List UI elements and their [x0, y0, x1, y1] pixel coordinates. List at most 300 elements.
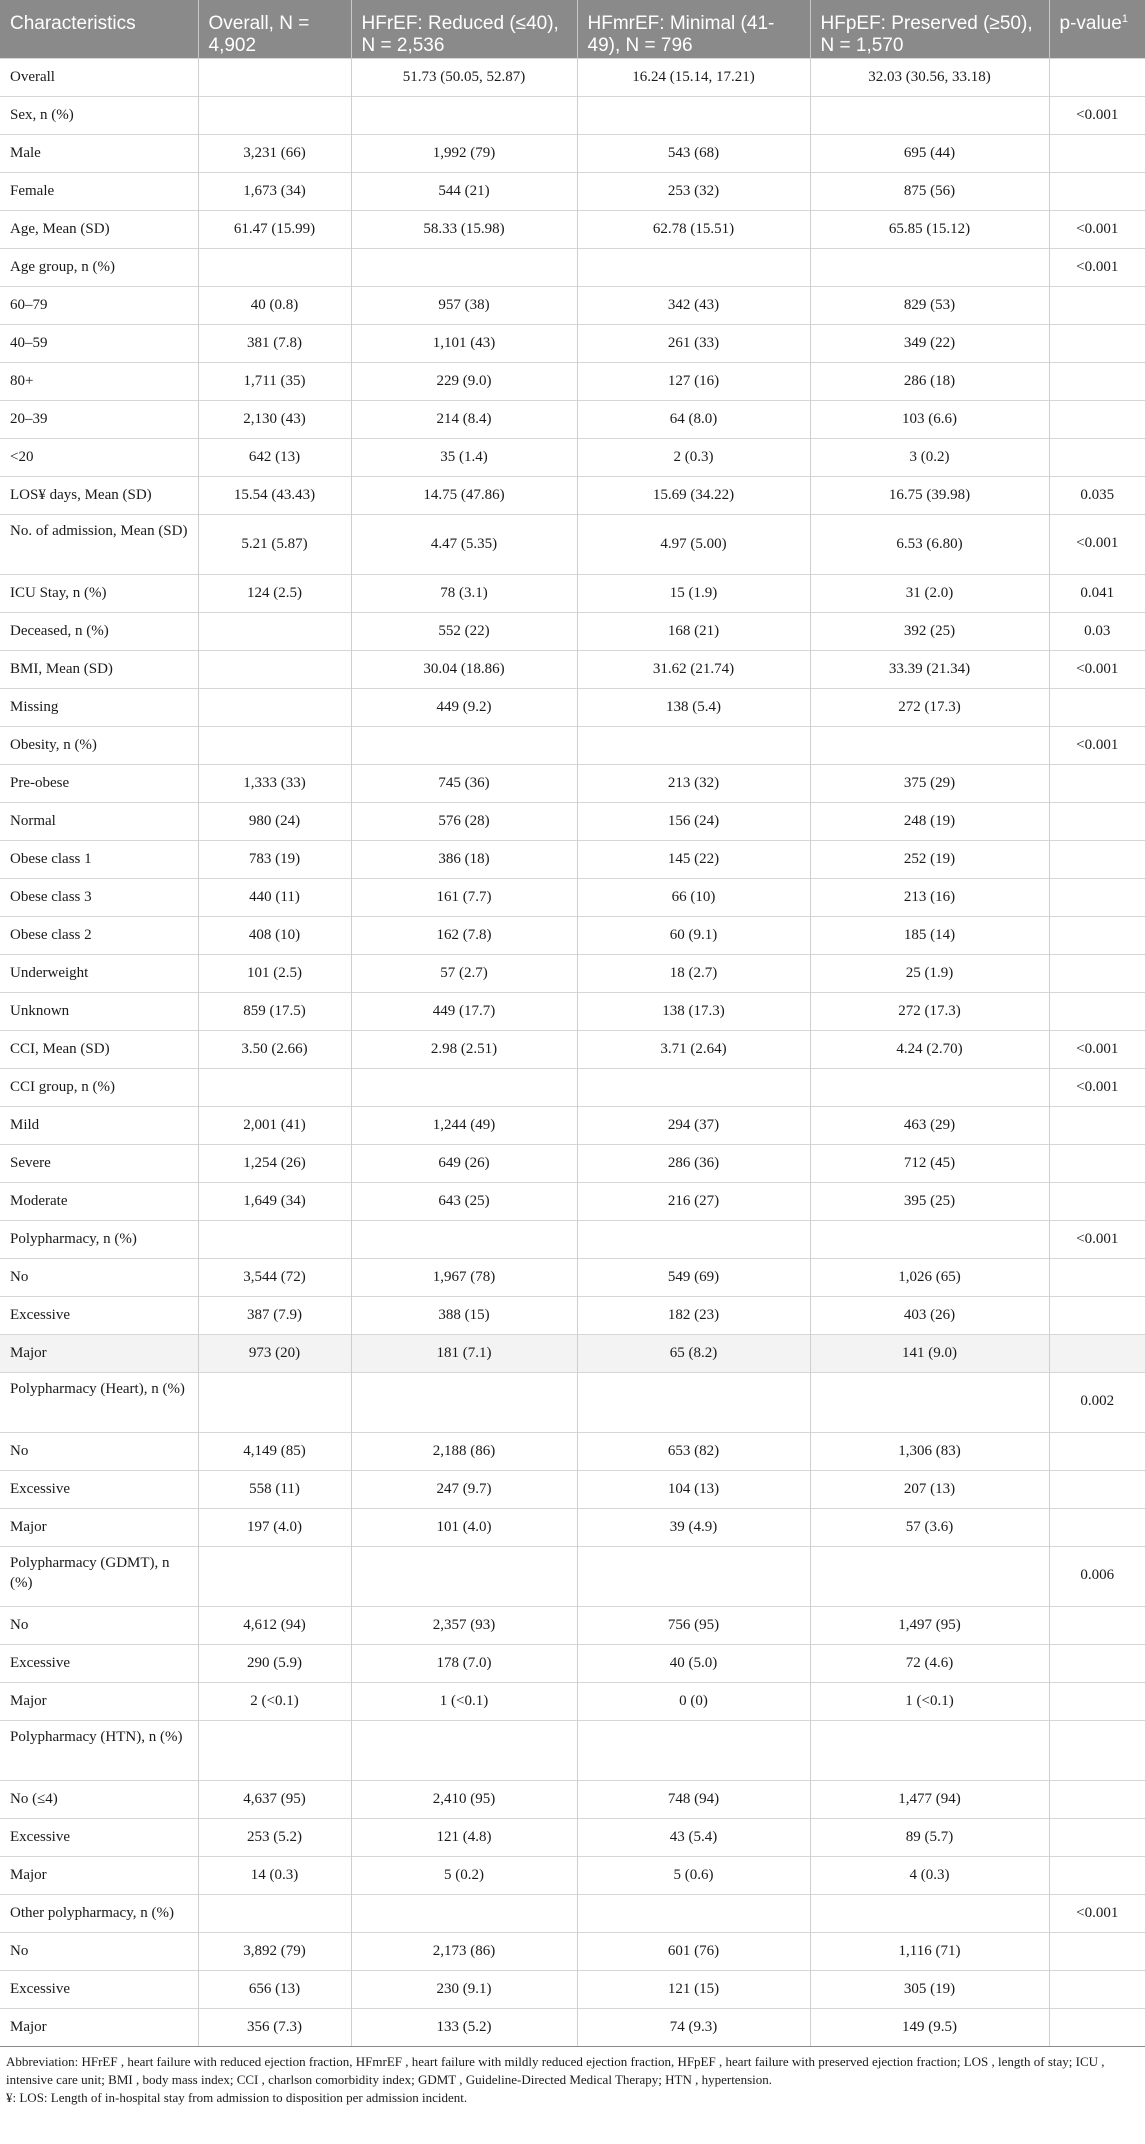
row-label: Major [0, 1856, 198, 1894]
value-cell: 305 (19) [810, 1970, 1049, 2008]
table-row [0, 764, 1145, 802]
table-row [0, 1720, 1145, 1780]
row-label: Severe [0, 1144, 198, 1182]
value-cell: 440 (11) [198, 878, 351, 916]
value-cell: 197 (4.0) [198, 1508, 351, 1546]
value-cell: 31.62 (21.74) [577, 650, 810, 688]
value-cell: 57 (3.6) [810, 1508, 1049, 1546]
value-cell: 544 (21) [351, 172, 577, 210]
value-cell: 408 (10) [198, 916, 351, 954]
value-cell: 58.33 (15.98) [351, 210, 577, 248]
p-value-cell [1049, 1856, 1145, 1894]
value-cell: 6.53 (6.80) [810, 514, 1049, 574]
p-value-cell [1049, 688, 1145, 726]
table-row [0, 172, 1145, 210]
row-label: <20 [0, 438, 198, 476]
value-cell: 463 (29) [810, 1106, 1049, 1144]
value-cell [351, 1546, 577, 1606]
value-cell: 4,637 (95) [198, 1780, 351, 1818]
value-cell: 40 (5.0) [577, 1644, 810, 1682]
value-cell [351, 1720, 577, 1780]
value-cell: 449 (9.2) [351, 688, 577, 726]
value-cell [198, 1220, 351, 1258]
value-cell: 859 (17.5) [198, 992, 351, 1030]
row-label: Age group, n (%) [0, 248, 198, 286]
p-value-cell [1049, 840, 1145, 878]
value-cell: 356 (7.3) [198, 2008, 351, 2046]
value-cell: 182 (23) [577, 1296, 810, 1334]
value-cell: 642 (13) [198, 438, 351, 476]
value-cell: 72 (4.6) [810, 1644, 1049, 1682]
table-row [0, 1068, 1145, 1106]
value-cell: 181 (7.1) [351, 1334, 577, 1372]
table-row [0, 1258, 1145, 1296]
value-cell: 60 (9.1) [577, 916, 810, 954]
value-cell: 290 (5.9) [198, 1644, 351, 1682]
value-cell: 64 (8.0) [577, 400, 810, 438]
value-cell [198, 688, 351, 726]
value-cell: 216 (27) [577, 1182, 810, 1220]
p-value-cell [1049, 400, 1145, 438]
value-cell: 3,544 (72) [198, 1258, 351, 1296]
value-cell [351, 1220, 577, 1258]
value-cell: 66 (10) [577, 878, 810, 916]
value-cell: 40 (0.8) [198, 286, 351, 324]
table-row [0, 802, 1145, 840]
row-label: Obesity, n (%) [0, 726, 198, 764]
value-cell: 783 (19) [198, 840, 351, 878]
table-row [0, 1932, 1145, 1970]
value-cell: 65 (8.2) [577, 1334, 810, 1372]
row-label: No [0, 1258, 198, 1296]
p-value-cell [1049, 286, 1145, 324]
p-value-cell [1049, 954, 1145, 992]
p-value-cell [1049, 878, 1145, 916]
value-cell: 5.21 (5.87) [198, 514, 351, 574]
table-row [0, 1818, 1145, 1856]
value-cell [198, 1720, 351, 1780]
value-cell: 403 (26) [810, 1296, 1049, 1334]
p-value-cell: 0.03 [1049, 612, 1145, 650]
value-cell: 286 (18) [810, 362, 1049, 400]
row-label: Polypharmacy (HTN), n (%) [0, 1720, 198, 1780]
table-row [0, 574, 1145, 612]
value-cell: 2,173 (86) [351, 1932, 577, 1970]
row-label: Moderate [0, 1182, 198, 1220]
row-label: Obese class 1 [0, 840, 198, 878]
value-cell: 1,673 (34) [198, 172, 351, 210]
value-cell [198, 612, 351, 650]
row-label: Major [0, 2008, 198, 2046]
value-cell [198, 1894, 351, 1932]
value-cell [351, 1068, 577, 1106]
table-row [0, 1894, 1145, 1932]
row-label: No [0, 1606, 198, 1644]
value-cell: 253 (32) [577, 172, 810, 210]
value-cell: 25 (1.9) [810, 954, 1049, 992]
value-cell: 549 (69) [577, 1258, 810, 1296]
value-cell: 103 (6.6) [810, 400, 1049, 438]
value-cell [351, 1894, 577, 1932]
table-row [0, 1508, 1145, 1546]
value-cell: 138 (17.3) [577, 992, 810, 1030]
value-cell: 2,188 (86) [351, 1432, 577, 1470]
value-cell [810, 726, 1049, 764]
header-hfpef: HFpEF: Preserved (≥50), N = 1,570 [810, 0, 1049, 58]
row-label: Excessive [0, 1296, 198, 1334]
value-cell: 375 (29) [810, 764, 1049, 802]
table-row [0, 1144, 1145, 1182]
value-cell [577, 1546, 810, 1606]
value-cell: 387 (7.9) [198, 1296, 351, 1334]
table-row [0, 1644, 1145, 1682]
table-row [0, 992, 1145, 1030]
value-cell: 4,612 (94) [198, 1606, 351, 1644]
value-cell [810, 1894, 1049, 1932]
p-value-cell [1049, 1470, 1145, 1508]
value-cell: 74 (9.3) [577, 2008, 810, 2046]
table-row [0, 248, 1145, 286]
row-label: 80+ [0, 362, 198, 400]
value-cell: 1,477 (94) [810, 1780, 1049, 1818]
value-cell [198, 726, 351, 764]
row-label: Excessive [0, 1818, 198, 1856]
value-cell: 121 (4.8) [351, 1818, 577, 1856]
table-row [0, 954, 1145, 992]
table-row [0, 878, 1145, 916]
header-overall: Overall, N = 4,902 [198, 0, 351, 58]
value-cell: 141 (9.0) [810, 1334, 1049, 1372]
p-value-cell [1049, 1144, 1145, 1182]
value-cell: 643 (25) [351, 1182, 577, 1220]
row-label: BMI, Mean (SD) [0, 650, 198, 688]
value-cell: 695 (44) [810, 134, 1049, 172]
value-cell: 342 (43) [577, 286, 810, 324]
value-cell: 957 (38) [351, 286, 577, 324]
p-value-cell: 0.006 [1049, 1546, 1145, 1606]
p-value-cell [1049, 362, 1145, 400]
header-characteristics: Characteristics [0, 0, 198, 58]
value-cell: 43 (5.4) [577, 1818, 810, 1856]
p-value-cell [1049, 1780, 1145, 1818]
header-p-value-label: p-value [1059, 13, 1122, 34]
p-value-cell [1049, 1258, 1145, 1296]
value-cell: 5 (0.2) [351, 1856, 577, 1894]
table-row [0, 916, 1145, 954]
row-label: CCI group, n (%) [0, 1068, 198, 1106]
value-cell: 35 (1.4) [351, 438, 577, 476]
row-label: Obese class 3 [0, 878, 198, 916]
value-cell: 2.98 (2.51) [351, 1030, 577, 1068]
row-label: Overall [0, 58, 198, 96]
table-row [0, 688, 1145, 726]
value-cell [810, 248, 1049, 286]
value-cell: 124 (2.5) [198, 574, 351, 612]
row-label: 60–79 [0, 286, 198, 324]
value-cell: 15 (1.9) [577, 574, 810, 612]
p-value-cell [1049, 916, 1145, 954]
value-cell [577, 1720, 810, 1780]
footnote-los: ¥: LOS: Length of in-hospital stay from admission to disposition per admission incident. [6, 2090, 468, 2105]
table-row [0, 1372, 1145, 1432]
p-value-cell [1049, 2008, 1145, 2046]
table-row [0, 400, 1145, 438]
row-label: Major [0, 1334, 198, 1372]
p-value-cell: <0.001 [1049, 1068, 1145, 1106]
row-label: Age, Mean (SD) [0, 210, 198, 248]
table-row [0, 1682, 1145, 1720]
row-label: Polypharmacy, n (%) [0, 1220, 198, 1258]
value-cell: 449 (17.7) [351, 992, 577, 1030]
table-row [0, 612, 1145, 650]
row-label: 20–39 [0, 400, 198, 438]
value-cell: 272 (17.3) [810, 992, 1049, 1030]
p-value-cell: 0.041 [1049, 574, 1145, 612]
value-cell: 4 (0.3) [810, 1856, 1049, 1894]
value-cell: 101 (4.0) [351, 1508, 577, 1546]
value-cell: 973 (20) [198, 1334, 351, 1372]
value-cell: 392 (25) [810, 612, 1049, 650]
value-cell [577, 1372, 810, 1432]
table-row [0, 726, 1145, 764]
value-cell: 214 (8.4) [351, 400, 577, 438]
table-row [0, 1606, 1145, 1644]
value-cell: 185 (14) [810, 916, 1049, 954]
p-value-cell [1049, 1682, 1145, 1720]
p-value-cell [1049, 1644, 1145, 1682]
value-cell: 3.71 (2.64) [577, 1030, 810, 1068]
value-cell [810, 1068, 1049, 1106]
value-cell: 4.97 (5.00) [577, 514, 810, 574]
p-value-cell [1049, 58, 1145, 96]
table-row [0, 1030, 1145, 1068]
table-row [0, 1334, 1145, 1372]
p-value-cell [1049, 1334, 1145, 1372]
p-value-footnote-mark: 1 [1121, 13, 1128, 25]
value-cell: 30.04 (18.86) [351, 650, 577, 688]
table-footnotes [0, 2046, 1145, 2107]
row-label: Underweight [0, 954, 198, 992]
value-cell [577, 96, 810, 134]
row-label: Deceased, n (%) [0, 612, 198, 650]
table-row [0, 210, 1145, 248]
value-cell [577, 1068, 810, 1106]
row-label: Missing [0, 688, 198, 726]
value-cell [810, 1546, 1049, 1606]
row-label: Major [0, 1508, 198, 1546]
value-cell: 5 (0.6) [577, 1856, 810, 1894]
p-value-cell [1049, 1296, 1145, 1334]
p-value-cell [1049, 1432, 1145, 1470]
p-value-cell: <0.001 [1049, 96, 1145, 134]
row-label: Polypharmacy (Heart), n (%) [0, 1372, 198, 1432]
value-cell: 16.24 (15.14, 17.21) [577, 58, 810, 96]
table-row [0, 286, 1145, 324]
value-cell: 3,231 (66) [198, 134, 351, 172]
p-value-cell: <0.001 [1049, 726, 1145, 764]
value-cell: 101 (2.5) [198, 954, 351, 992]
row-label: No [0, 1932, 198, 1970]
value-cell: 576 (28) [351, 802, 577, 840]
table-row [0, 1432, 1145, 1470]
row-label: LOS¥ days, Mean (SD) [0, 476, 198, 514]
value-cell: 2 (<0.1) [198, 1682, 351, 1720]
row-label: No (≤4) [0, 1780, 198, 1818]
value-cell: 39 (4.9) [577, 1508, 810, 1546]
value-cell [810, 96, 1049, 134]
table-row [0, 324, 1145, 362]
p-value-cell: <0.001 [1049, 210, 1145, 248]
table-body [0, 58, 1145, 2046]
value-cell: 1,649 (34) [198, 1182, 351, 1220]
p-value-cell [1049, 1970, 1145, 2008]
table-row [0, 1970, 1145, 2008]
row-label: Male [0, 134, 198, 172]
row-label: Other polypharmacy, n (%) [0, 1894, 198, 1932]
value-cell: 207 (13) [810, 1470, 1049, 1508]
p-value-cell: 0.035 [1049, 476, 1145, 514]
value-cell: 1,244 (49) [351, 1106, 577, 1144]
table-row [0, 650, 1145, 688]
row-label: Pre-obese [0, 764, 198, 802]
value-cell: 748 (94) [577, 1780, 810, 1818]
value-cell: 178 (7.0) [351, 1644, 577, 1682]
value-cell: 121 (15) [577, 1970, 810, 2008]
row-label: 40–59 [0, 324, 198, 362]
value-cell [198, 1546, 351, 1606]
row-label: No. of admission, Mean (SD) [0, 514, 198, 574]
value-cell: 286 (36) [577, 1144, 810, 1182]
value-cell: 649 (26) [351, 1144, 577, 1182]
value-cell: 213 (32) [577, 764, 810, 802]
value-cell: 168 (21) [577, 612, 810, 650]
value-cell [810, 1720, 1049, 1780]
value-cell: 1,992 (79) [351, 134, 577, 172]
header-hfmref: HFmrEF: Minimal (41-49), N = 796 [577, 0, 810, 58]
value-cell: 161 (7.7) [351, 878, 577, 916]
table-row [0, 1546, 1145, 1606]
table-row [0, 96, 1145, 134]
value-cell: 2 (0.3) [577, 438, 810, 476]
value-cell: 653 (82) [577, 1432, 810, 1470]
p-value-cell: <0.001 [1049, 1894, 1145, 1932]
value-cell: 1 (<0.1) [810, 1682, 1049, 1720]
value-cell: 16.75 (39.98) [810, 476, 1049, 514]
value-cell: 543 (68) [577, 134, 810, 172]
table-row [0, 514, 1145, 574]
value-cell: 138 (5.4) [577, 688, 810, 726]
value-cell: 2,357 (93) [351, 1606, 577, 1644]
value-cell: 252 (19) [810, 840, 1049, 878]
value-cell: 1,711 (35) [198, 362, 351, 400]
value-cell: 162 (7.8) [351, 916, 577, 954]
value-cell: 261 (33) [577, 324, 810, 362]
value-cell: 156 (24) [577, 802, 810, 840]
value-cell: 61.47 (15.99) [198, 210, 351, 248]
value-cell: 712 (45) [810, 1144, 1049, 1182]
value-cell: 133 (5.2) [351, 2008, 577, 2046]
p-value-cell [1049, 1106, 1145, 1144]
value-cell: 980 (24) [198, 802, 351, 840]
p-value-cell [1049, 1508, 1145, 1546]
row-label: Major [0, 1682, 198, 1720]
table-row [0, 476, 1145, 514]
p-value-cell [1049, 438, 1145, 476]
row-label: No [0, 1432, 198, 1470]
table-row [0, 1106, 1145, 1144]
table-header-row [0, 0, 1145, 58]
p-value-cell [1049, 992, 1145, 1030]
value-cell [351, 248, 577, 286]
value-cell: 33.39 (21.34) [810, 650, 1049, 688]
table-row [0, 362, 1145, 400]
table-row [0, 1182, 1145, 1220]
value-cell: 829 (53) [810, 286, 1049, 324]
value-cell: 4.47 (5.35) [351, 514, 577, 574]
table-row [0, 1780, 1145, 1818]
value-cell: 3.50 (2.66) [198, 1030, 351, 1068]
table-row [0, 1220, 1145, 1258]
value-cell: 3,892 (79) [198, 1932, 351, 1970]
row-label: Unknown [0, 992, 198, 1030]
p-value-cell [1049, 1720, 1145, 1780]
value-cell: 4.24 (2.70) [810, 1030, 1049, 1068]
value-cell [198, 650, 351, 688]
value-cell: 745 (36) [351, 764, 577, 802]
table-row [0, 58, 1145, 96]
value-cell [810, 1372, 1049, 1432]
value-cell: 1,101 (43) [351, 324, 577, 362]
value-cell: 601 (76) [577, 1932, 810, 1970]
value-cell [198, 1068, 351, 1106]
value-cell: 4,149 (85) [198, 1432, 351, 1470]
p-value-cell [1049, 324, 1145, 362]
value-cell: 229 (9.0) [351, 362, 577, 400]
value-cell: 395 (25) [810, 1182, 1049, 1220]
p-value-cell [1049, 1818, 1145, 1856]
value-cell [577, 1894, 810, 1932]
value-cell: 213 (16) [810, 878, 1049, 916]
value-cell: 1,116 (71) [810, 1932, 1049, 1970]
table-row [0, 1470, 1145, 1508]
value-cell [351, 96, 577, 134]
value-cell: 65.85 (15.12) [810, 210, 1049, 248]
value-cell: 230 (9.1) [351, 1970, 577, 2008]
table-row [0, 1856, 1145, 1894]
row-label: Excessive [0, 1970, 198, 2008]
value-cell: 1,497 (95) [810, 1606, 1049, 1644]
p-value-cell [1049, 1182, 1145, 1220]
row-label: Female [0, 172, 198, 210]
value-cell: 78 (3.1) [351, 574, 577, 612]
value-cell: 349 (22) [810, 324, 1049, 362]
value-cell: 756 (95) [577, 1606, 810, 1644]
value-cell: 15.69 (34.22) [577, 476, 810, 514]
p-value-cell [1049, 802, 1145, 840]
value-cell: 1,967 (78) [351, 1258, 577, 1296]
p-value-cell: <0.001 [1049, 1220, 1145, 1258]
p-value-cell: 0.002 [1049, 1372, 1145, 1432]
header-p-value [1049, 0, 1145, 58]
row-label: Polypharmacy (GDMT), n (%) [0, 1546, 198, 1606]
value-cell [351, 1372, 577, 1432]
value-cell [577, 248, 810, 286]
header-hfref: HFrEF: Reduced (≤40), N = 2,536 [351, 0, 577, 58]
value-cell: 1 (<0.1) [351, 1682, 577, 1720]
row-label: Excessive [0, 1644, 198, 1682]
value-cell: 14 (0.3) [198, 1856, 351, 1894]
value-cell: 1,333 (33) [198, 764, 351, 802]
